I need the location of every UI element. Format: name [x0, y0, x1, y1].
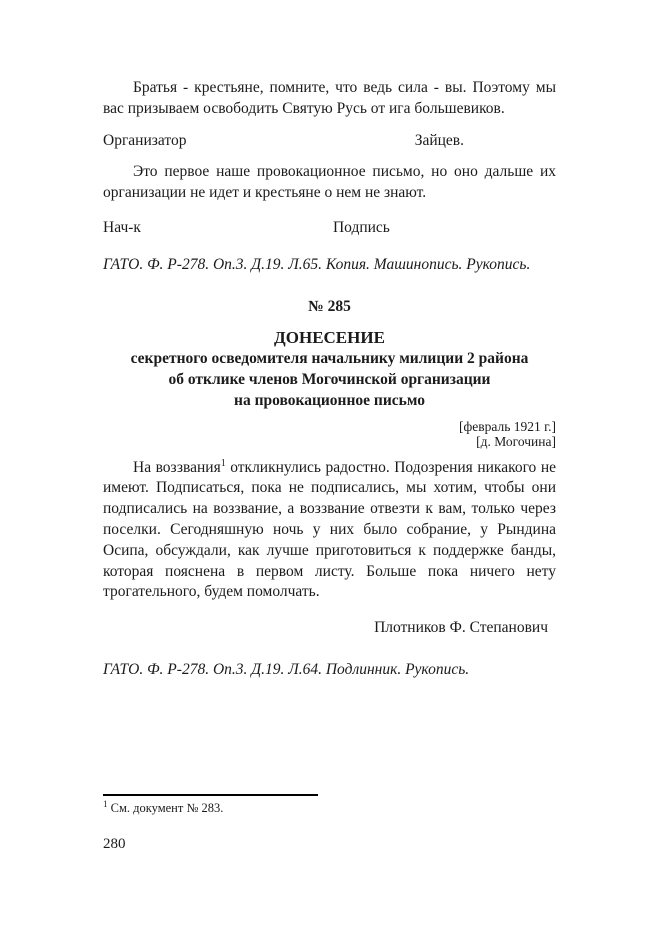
chief-label: Нач-к [103, 218, 141, 236]
footnote-body: См. документ № 283. [107, 801, 224, 815]
footnote-marker: 1 [103, 798, 108, 809]
prev-doc-archive-reference: ГАТО. Ф. Р-278. Оп.3. Д.19. Л.65. Копия. Машинопись. Рукопись. [103, 255, 531, 273]
place-line: [д. Могочина] [476, 433, 556, 449]
organizer-signature-row [103, 131, 556, 152]
footnote-text [103, 800, 556, 816]
organizer-signature: Зайцев. [414, 131, 464, 149]
footnote-reference: 1 [220, 457, 226, 469]
body-text-after-footnote: откликнулись радостно. Подозрения никакого не имеют. Подписаться, пока не подписались, мы хотим, чтобы они подписались на воззвание, а воззвание отвезти к вам, только через поселки. Сегодняшную ночь у них было собрание, у Рындина Осипа, обсуждали, как лучше приготовиться к поддержке банды, которая пояснена в первом листу. Больше пока ничего нету трогательного, будем помолчать. [103, 458, 556, 601]
date-line: [февраль 1921 г.] [459, 418, 556, 434]
doc-body-paragraph [103, 458, 556, 604]
doc-subheading-line-1: секретного осведомителя начальнику милиции 2 района [130, 349, 529, 367]
informer-signature: Плотников Ф. Степанович [374, 618, 548, 636]
doc-heading: ДОНЕСЕНИЕ [274, 327, 385, 347]
footnote-block [103, 794, 556, 816]
doc-subheading-line-3: на провокационное письмо [234, 391, 425, 409]
body-text-before-footnote: На воззвания [133, 458, 221, 476]
organizer-label: Организатор [103, 131, 187, 149]
signature-label: Подпись [332, 218, 390, 236]
doc-number: № 285 [308, 297, 351, 315]
doc-archive-reference: ГАТО. Ф. Р-278. Оп.3. Д.19. Л.64. Подлинник. Рукопись. [103, 660, 470, 678]
prev-doc-paragraph-2: Это первое наше провокационное письмо, но оно дальше их организации не идет и крестьяне о нем не знают. [103, 163, 556, 202]
dateline [103, 419, 556, 449]
prev-doc-paragraph-1: Братья - крестьяне, помните, что ведь сила - вы. Поэтому мы вас призываем освободить Святую Русь от ига большевиков. [103, 79, 556, 117]
chief-signature-row [103, 218, 556, 239]
page-number: 280 [103, 836, 126, 852]
footnote-separator-rule [103, 794, 318, 796]
doc-subheading-line-2: об отклике членов Могочинской организации [168, 370, 491, 388]
